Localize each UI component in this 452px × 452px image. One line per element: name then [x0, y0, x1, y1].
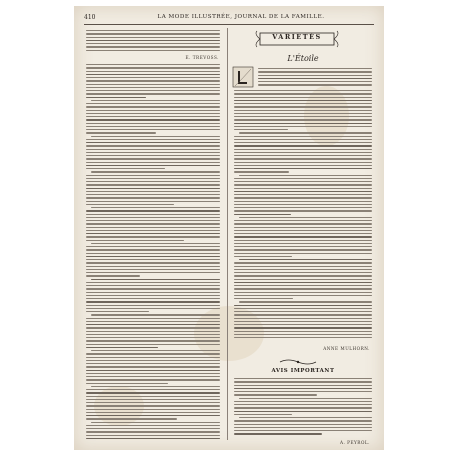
- text-line: [234, 311, 372, 312]
- text-line: [239, 398, 372, 399]
- text-line: [234, 391, 372, 392]
- text-line: [234, 113, 372, 114]
- text-line: [86, 184, 220, 185]
- journal-page: [74, 6, 384, 450]
- text-line: [86, 327, 220, 328]
- text-line: [86, 272, 220, 273]
- text-line: [234, 253, 372, 254]
- column-divider: [227, 28, 228, 440]
- text-line: [86, 266, 220, 267]
- text-line: [234, 427, 372, 428]
- text-line: [234, 378, 372, 379]
- text-line: [86, 106, 220, 107]
- text-line: [86, 383, 168, 384]
- text-line: [86, 324, 220, 325]
- text-line: [86, 175, 220, 176]
- running-title: LA MODE ILLUSTRÉE, JOURNAL DE LA FAMILLE.: [157, 14, 325, 20]
- text-line: [234, 385, 372, 386]
- text-line: [86, 149, 220, 150]
- text-line: [86, 399, 220, 400]
- text-line: [91, 350, 220, 351]
- text-line: [234, 210, 372, 211]
- text-line: [234, 266, 372, 267]
- text-line: [234, 411, 372, 412]
- text-line: [86, 64, 220, 65]
- text-line: [91, 136, 220, 137]
- text-line: [86, 30, 220, 31]
- text-line: [86, 162, 220, 163]
- text-line: [234, 249, 372, 250]
- text-line: [234, 295, 372, 296]
- text-line: [86, 405, 220, 406]
- text-line: [86, 227, 220, 228]
- text-line: [234, 327, 372, 328]
- text-line: [234, 240, 372, 241]
- text-line: [234, 424, 372, 425]
- text-line: [86, 253, 220, 254]
- text-line: [86, 119, 220, 120]
- text-line: [234, 388, 372, 389]
- notice-title: AVIS IMPORTANT: [271, 368, 335, 374]
- text-line: [91, 171, 220, 172]
- text-line: [86, 288, 220, 289]
- text-line: [86, 340, 220, 341]
- drop-cap-ornament: [232, 66, 254, 88]
- text-line: [239, 175, 372, 176]
- text-line: [234, 220, 372, 221]
- right-column: [232, 28, 374, 445]
- text-line: [86, 366, 220, 367]
- text-line: [86, 262, 220, 263]
- text-line: [234, 162, 372, 163]
- text-line: [234, 298, 293, 299]
- text-line: [258, 78, 372, 79]
- text-line: [86, 152, 220, 153]
- text-line: [234, 246, 372, 247]
- text-line: [86, 318, 220, 319]
- text-line: [86, 197, 220, 198]
- text-line: [86, 259, 220, 260]
- text-line: [234, 97, 372, 98]
- text-line: [86, 165, 220, 166]
- text-line: [234, 334, 372, 335]
- section-title: VARIETÉS: [272, 33, 322, 41]
- article-title: L'Étoile: [287, 54, 319, 63]
- text-line: [86, 389, 220, 390]
- text-line: [86, 353, 220, 354]
- text-line: [86, 194, 220, 195]
- text-line: [86, 282, 220, 283]
- text-line: [234, 103, 372, 104]
- text-line: [86, 110, 220, 111]
- text-line: [234, 414, 292, 415]
- text-line: [234, 142, 372, 143]
- text-line: [234, 204, 372, 205]
- text-line: [86, 43, 220, 44]
- text-line: [86, 84, 220, 85]
- text-line: [86, 129, 220, 130]
- text-line: [234, 337, 372, 338]
- text-line: [91, 279, 220, 280]
- text-line: [234, 197, 372, 198]
- text-line: [234, 282, 372, 283]
- text-line: [86, 178, 220, 179]
- text-line: [86, 295, 220, 296]
- text-line: [234, 262, 372, 263]
- notice-signature: A. PEYROL.: [339, 440, 370, 445]
- text-line: [234, 321, 372, 322]
- text-line: [86, 249, 220, 250]
- text-line: [91, 207, 220, 208]
- text-line: [234, 214, 291, 215]
- text-line: [86, 438, 220, 439]
- text-line: [86, 191, 220, 192]
- text-line: [86, 142, 220, 143]
- text-line: [258, 75, 372, 76]
- text-line: [234, 93, 372, 94]
- text-line: [86, 145, 220, 146]
- text-line: [234, 145, 372, 146]
- text-line: [234, 90, 372, 91]
- text-line: [234, 119, 372, 120]
- text-line: [258, 81, 372, 82]
- text-line: [234, 227, 372, 228]
- text-line: [86, 347, 158, 348]
- text-line: [86, 402, 220, 403]
- text-line: [234, 381, 372, 382]
- text-line: [239, 417, 372, 418]
- text-line: [86, 210, 220, 211]
- text-line: [86, 428, 220, 429]
- text-line: [258, 68, 372, 69]
- text-line: [234, 331, 372, 332]
- text-line: [86, 132, 156, 133]
- text-line: [86, 37, 220, 38]
- text-line: [234, 230, 372, 231]
- text-line: [86, 337, 220, 338]
- text-line: [86, 155, 220, 156]
- text-line: [234, 184, 372, 185]
- text-line: [86, 33, 220, 34]
- text-line: [86, 305, 220, 306]
- text-line: [234, 181, 372, 182]
- text-line: [86, 93, 220, 94]
- text-line: [86, 201, 220, 202]
- page-number: 410: [84, 14, 96, 21]
- text-line: [86, 230, 220, 231]
- text-line: [86, 298, 220, 299]
- text-line: [234, 123, 372, 124]
- text-line: [234, 139, 372, 140]
- text-line: [234, 207, 372, 208]
- text-line: [86, 214, 220, 215]
- text-line: [86, 97, 146, 98]
- text-line: [234, 256, 292, 257]
- text-line: [234, 152, 372, 153]
- text-line: [86, 80, 220, 81]
- text-line: [234, 158, 372, 159]
- text-line: [86, 40, 220, 41]
- text-line: [86, 220, 220, 221]
- text-line: [86, 344, 220, 345]
- text-line: [234, 314, 372, 315]
- text-line: [234, 136, 372, 137]
- text-line: [86, 379, 220, 380]
- text-line: [86, 425, 220, 426]
- text-line: [86, 392, 220, 393]
- text-line: [86, 67, 220, 68]
- text-line: [234, 272, 372, 273]
- text-line: [91, 243, 220, 244]
- text-line: [234, 433, 322, 434]
- text-line: [234, 305, 372, 306]
- text-line: [86, 87, 220, 88]
- text-line: [234, 420, 372, 421]
- text-line: [258, 71, 372, 72]
- text-line: [258, 84, 372, 85]
- text-line: [234, 194, 372, 195]
- text-line: [86, 275, 140, 276]
- text-line: [86, 139, 220, 140]
- notice-ornament: [278, 358, 318, 366]
- text-line: [86, 418, 177, 419]
- text-line: [86, 334, 220, 335]
- text-line: [234, 223, 372, 224]
- text-line: [86, 292, 220, 293]
- text-line: [86, 415, 220, 416]
- text-line: [86, 363, 220, 364]
- text-line: [86, 168, 165, 169]
- text-line: [234, 269, 372, 270]
- text-line: [234, 279, 372, 280]
- article-signature: ANNE MULHORN.: [323, 346, 370, 351]
- text-line: [91, 422, 220, 423]
- text-line: [86, 123, 220, 124]
- text-line: [86, 90, 220, 91]
- text-line: [86, 77, 220, 78]
- text-line: [234, 275, 372, 276]
- text-line: [86, 412, 220, 413]
- text-line: [234, 324, 372, 325]
- text-line: [86, 71, 220, 72]
- text-line: [239, 217, 372, 218]
- text-line: [86, 113, 220, 114]
- text-line: [234, 404, 372, 405]
- text-line: [86, 321, 220, 322]
- page-header: [84, 14, 374, 24]
- text-line: [86, 223, 220, 224]
- text-line: [86, 181, 220, 182]
- text-line: [234, 106, 372, 107]
- text-line: [86, 74, 220, 75]
- text-line: [234, 168, 372, 169]
- text-line: [234, 401, 372, 402]
- text-line: [86, 204, 174, 205]
- text-line: [86, 233, 220, 234]
- text-line: [234, 233, 372, 234]
- text-line: [86, 158, 220, 159]
- text-line: [234, 318, 372, 319]
- text-line: [234, 165, 372, 166]
- text-line: [234, 236, 372, 237]
- text-line: [239, 132, 372, 133]
- text-line: [234, 292, 372, 293]
- text-line: [91, 100, 220, 101]
- text-line: [86, 409, 220, 410]
- text-line: [86, 357, 220, 358]
- text-line: [86, 256, 220, 257]
- text-line: [239, 259, 372, 260]
- text-line: [234, 155, 372, 156]
- text-line: [234, 188, 372, 189]
- text-line: [86, 373, 220, 374]
- text-line: [86, 435, 220, 436]
- text-line: [86, 331, 220, 332]
- text-line: [234, 149, 372, 150]
- text-line: [234, 394, 317, 395]
- text-line: [234, 201, 372, 202]
- text-line: [86, 376, 220, 377]
- text-line: [86, 360, 220, 361]
- text-line: [234, 178, 372, 179]
- text-line: [239, 301, 372, 302]
- text-line: [86, 50, 220, 51]
- text-line: [91, 314, 220, 315]
- text-line: [86, 126, 220, 127]
- text-line: [86, 188, 220, 189]
- text-line: [234, 243, 372, 244]
- text-line: [86, 236, 220, 237]
- text-line: [234, 430, 372, 431]
- text-line: [234, 308, 372, 309]
- text-line: [86, 269, 220, 270]
- header-rule: [84, 24, 374, 25]
- text-line: [234, 285, 372, 286]
- text-line: [86, 217, 220, 218]
- text-line: [234, 171, 289, 172]
- text-line: [91, 386, 220, 387]
- text-line: [234, 110, 372, 111]
- text-line: [234, 100, 372, 101]
- text-line: [86, 308, 220, 309]
- text-line: [86, 431, 220, 432]
- left-column: [84, 28, 223, 442]
- text-line: [86, 240, 184, 241]
- text-line: [86, 285, 220, 286]
- text-line: [234, 129, 288, 130]
- text-line: [86, 246, 220, 247]
- text-line: [86, 396, 220, 397]
- text-line: [234, 288, 372, 289]
- left-signature: E. TREVOSS.: [185, 55, 219, 60]
- text-line: [86, 46, 220, 47]
- text-line: [234, 126, 372, 127]
- text-line: [86, 370, 220, 371]
- text-line: [86, 311, 149, 312]
- text-line: [234, 191, 372, 192]
- text-line: [234, 116, 372, 117]
- text-line: [234, 407, 372, 408]
- text-line: [86, 116, 220, 117]
- text-line: [86, 103, 220, 104]
- text-line: [86, 301, 220, 302]
